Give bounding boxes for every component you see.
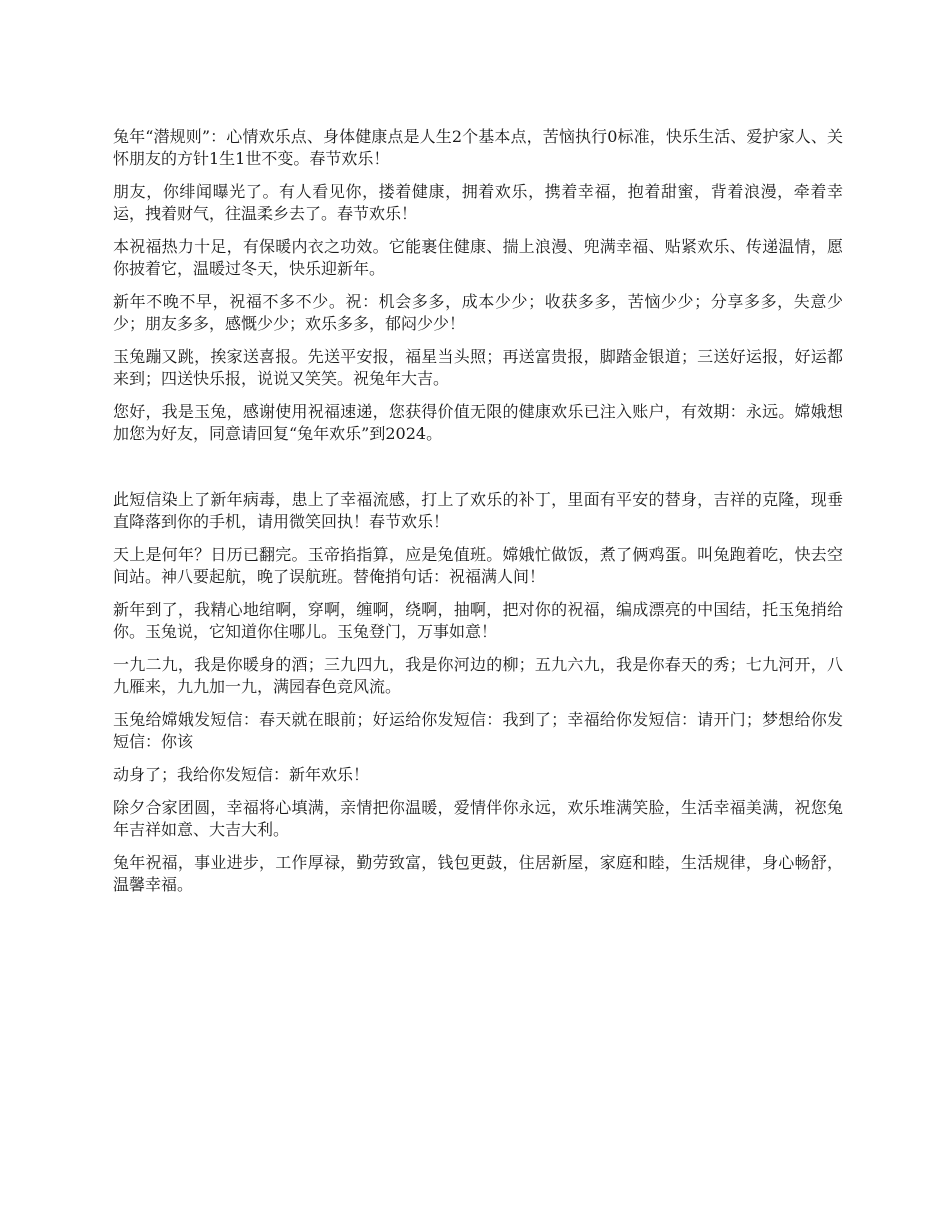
paragraph: 新年到了，我精心地绾啊，穿啊，缠啊，绕啊，抽啊，把对你的祝福，编成漂亮的中国结，托玉兔捎给你。玉兔说，它知道你住哪儿。玉兔登门，万事如意！ (113, 600, 843, 641)
paragraph: 您好，我是玉兔，感谢使用祝福速递，您获得价值无限的健康欢乐已注入账户，有效期：永远。嫦娥想加您为好友，同意请回复“兔年欢乐”到2024。 (113, 402, 843, 443)
paragraph: 一九二九，我是你暖身的酒；三九四九，我是你河边的柳；五九六九，我是你春天的秀；七九河开，八九雁来，九九加一九，满园春色竞风流。 (113, 655, 843, 696)
paragraph: 朋友，你绯闻曝光了。有人看见你，搂着健康，拥着欢乐，携着幸福，抱着甜蜜，背着浪漫，牵着幸运，拽着财气，往温柔乡去了。春节欢乐！ (113, 182, 843, 223)
paragraph: 兔年祝福，事业进步，工作厚禄，勤劳致富，钱包更鼓，住居新屋，家庭和睦，生活规律，身心畅舒，温馨幸福。 (113, 853, 843, 894)
paragraph: 新年不晚不早，祝福不多不少。祝：机会多多，成本少少；收获多多，苦恼少少；分享多多，失意少少；朋友多多，感慨少少；欢乐多多，郁闷少少！ (113, 292, 843, 333)
paragraph: 动身了；我给你发短信：新年欢乐！ (113, 765, 370, 784)
paragraph: 玉兔给嫦娥发短信：春天就在眼前；好运给你发短信：我到了；幸福给你发短信：请开门；梦想给你发短信：你该 (113, 710, 843, 751)
paragraph: 天上是何年？日历已翻完。玉帝掐指算，应是兔值班。嫦娥忙做饭，煮了俩鸡蛋。叫兔跑着吃，快去空间站。神八要起航，晚了误航班。替俺捎句话：祝福满人间！ (113, 545, 843, 586)
paragraph: 本祝福热力十足，有保暖内衣之功效。它能裹住健康、揣上浪漫、兜满幸福、贴紧欢乐、传递温情，愿你披着它，温暖过冬天，快乐迎新年。 (113, 237, 843, 278)
document-body (113, 126, 843, 907)
paragraph: 此短信染上了新年病毒，患上了幸福流感，打上了欢乐的补丁，里面有平安的替身，吉祥的克隆，现垂直降落到你的手机，请用微笑回执！春节欢乐！ (113, 490, 843, 531)
paragraph: 玉兔蹦又跳，挨家送喜报。先送平安报，福星当头照；再送富贵报，脚踏金银道；三送好运报，好运都来到；四送快乐报，说说又笑笑。祝兔年大吉。 (113, 347, 843, 388)
section-spacer (113, 456, 843, 489)
paragraph: 兔年“潜规则”：心情欢乐点、身体健康点是人生2个基本点，苦恼执行0标准，快乐生活、爱护家人、关怀朋友的方针1生1世不变。春节欢乐！ (113, 127, 843, 168)
paragraph: 除夕合家团圆，幸福将心填满，亲情把你温暖，爱情伴你永远，欢乐堆满笑脸，生活幸福美满，祝您兔年吉祥如意、大吉大利。 (113, 798, 843, 839)
